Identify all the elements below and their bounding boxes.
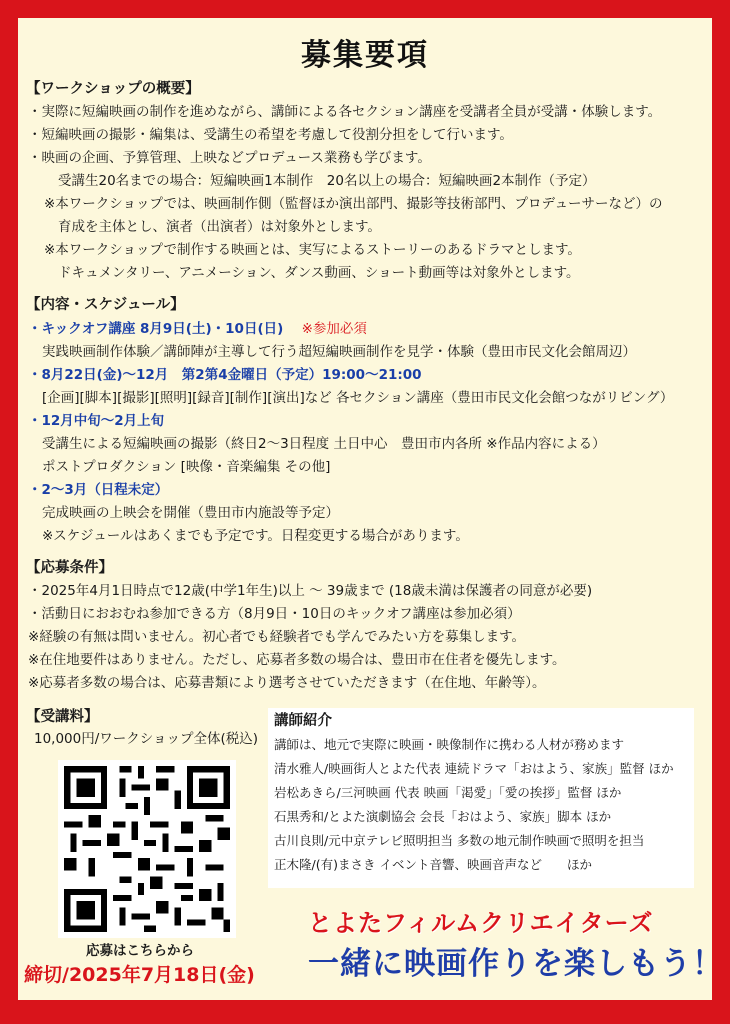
- poster-paper: [18, 18, 724, 1000]
- overview-line: 育成を主体とし、演者（出演者）は対象外とします。: [58, 219, 381, 235]
- schedule-screening-desc: 完成映画の上映会を開催（豊田市内施設等予定）: [42, 505, 339, 521]
- deadline: 締切/2025年7月18日(金): [24, 964, 255, 986]
- overview-line: ※本ワークショップでは、映画制作側（監督ほか演出部門、撮影等技術部門、プロデューサーなど）の: [44, 196, 663, 212]
- instructor-line: 講師は、地元で実際に映画・映像制作に携わる人材が務めます: [274, 737, 625, 752]
- overview-line: ・映画の企画、予算管理、上映などプロデュース業務も学びます。: [28, 150, 431, 166]
- schedule-session-desc: [企画][脚本][撮影][照明][録音][制作][演出]など 各セクション講座（豊田市民文化会館つながリビング）: [42, 390, 674, 406]
- schedule-shoot-title: ・12月中旬～2月上旬: [28, 413, 165, 429]
- schedule-heading: 【内容・スケジュール】: [26, 297, 185, 313]
- instructor-line: 岩松あきら/三河映画 代表 映画「渇愛」「愛の挨拶」監督 ほか: [274, 785, 622, 800]
- fee-value: 10,000円/ワークショップ全体(税込): [34, 731, 259, 747]
- slogan-line-1: とよたフィルムクリエイターズ: [308, 909, 654, 937]
- instructor-line: 正木隆/(有)まさき イベント音響、映画音声など ほか: [274, 857, 592, 872]
- instructor-box: [268, 708, 694, 888]
- overview-line: 受講生20名までの場合：短編映画1本制作 20名以上の場合：短編映画2本制作（予定）: [58, 173, 596, 189]
- slogan-line-2: 一緒に映画作りを楽しもう！: [308, 946, 724, 982]
- instructors-heading: 講師紹介: [274, 713, 332, 729]
- instructor-line: 古川良則/元中京テレビ照明担当 多数の地元制作映画で照明を担当: [274, 833, 645, 848]
- schedule-kickoff-note: ※参加必須: [301, 321, 367, 337]
- schedule-kickoff-desc: 実践映画制作体験／講師陣が主導して行う超短編映画制作を見学・体験（豊田市民文化会館周辺）: [42, 344, 636, 360]
- schedule-note: ※スケジュールはあくまでも予定です。日程変更する場合があります。: [42, 528, 469, 544]
- condition-line: ※経験の有無は問いません。初心者でも経験者でも学んでみたい方を募集します。: [28, 629, 526, 645]
- instructor-line: 清水雅人/映画街人とよた代表 連続ドラマ「おはよう、家族」監督 ほか: [274, 761, 674, 776]
- overview-line: ・実際に短編映画の制作を進めながら、講師による各セクション講座を受講者全員が受講・体験します。: [28, 104, 662, 120]
- page-title: 募集要項: [301, 38, 429, 73]
- qr-code-icon[interactable]: [58, 760, 236, 938]
- conditions-heading: 【応募条件】: [26, 560, 113, 576]
- schedule-screening-title: ・2～3月（日程未定）: [28, 482, 169, 498]
- condition-line: ・活動日におおむね参加できる方（8月9日・10日のキックオフ講座は参加必須）: [28, 606, 521, 622]
- overview-heading: 【ワークショップの概要】: [26, 81, 200, 97]
- overview-line: ・短編映画の撮影・編集は、受講生の希望を考慮して役割分担をして行います。: [28, 127, 513, 143]
- qr-caption: 応募はこちらから: [86, 943, 194, 959]
- condition-line: ※在住地要件はありません。ただし、応募者多数の場合は、豊田市在住者を優先します。: [28, 652, 566, 668]
- schedule-kickoff-title: ・キックオフ講座 8月9日(土)・10日(日): [28, 321, 284, 337]
- schedule-shoot-desc: ポストプロダクション [映像・音楽編集 その他]: [42, 459, 331, 475]
- condition-line: ※応募者多数の場合は、応募書類により選考させていただきます（在住地、年齢等）。: [28, 675, 546, 691]
- instructor-line: 石黒秀和/とよた演劇協会 会長「おはよう、家族」脚本 ほか: [274, 809, 612, 824]
- fee-heading: 【受講料】: [26, 709, 99, 725]
- schedule-session-title: ・8月22日(金)～12月 第2第4金曜日（予定）19:00～21:00: [28, 367, 422, 383]
- schedule-shoot-desc: 受講生による短編映画の撮影（終日2～3日程度 土日中心 豊田市内各所 ※作品内容による）: [42, 436, 606, 452]
- condition-line: ・2025年4月1日時点で12歳(中学1年生)以上 ～ 39歳まで (18歳未満は保護者の同意が必要): [28, 583, 593, 599]
- overview-line: ドキュメンタリー、アニメーション、ダンス動画、ショート動画等は対象外とします。: [58, 265, 580, 281]
- overview-line: ※本ワークショップで制作する映画とは、実写によるストーリーのあるドラマとします。: [44, 242, 581, 258]
- schedule-kickoff: [28, 320, 367, 338]
